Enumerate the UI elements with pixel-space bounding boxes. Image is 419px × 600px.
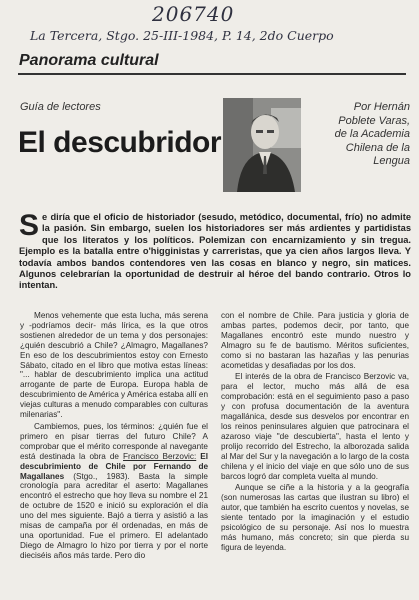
lead-paragraph: [19, 209, 411, 292]
body-paragraph: [20, 422, 208, 561]
body-paragraph: El interés de la obra de Francisco Berzovic va, para el lector, mucho más allá de esa comprobación: está en el seguimiento paso a paso y con profusa documentación de la aventura magallánica, desde sus desvelos por encontrar en los reinos peninsulares alguien que patrocinara el azaroso viaje "de descubierta", hasta el lento y prolijo recorrido del Estrecho, la alborozada salida al Mar del Sur y la navegación a lo largo de la costa chilena y el inicio del viaje en que sólo uno de sus barcos logró dar completa vuelta al mundo.: [221, 372, 409, 481]
author-line: Chilena de la: [345, 141, 410, 154]
author-byline: [304, 101, 410, 169]
section-rule: [18, 73, 406, 75]
author-portrait-icon: [223, 98, 301, 192]
body-paragraph: Aunque se ciñe a la historia y a la geografía (son numerosas las cartas que ilustran su libro) el autor, que también ha escrito cuentos y novelas, se siente tentado por la imaginación y el estudio psicológico de su personaje. Así nos lo muestra más humano, más concreto; sin que pierda su figura de leyenda.: [221, 483, 409, 552]
body-paragraph: Menos vehemente que esta lucha, más serena y -podríamos decir- más lírica, es la que otros sostienen alrededor de un tema y dos personajes: ¿quién descubrió a Chile? ¿Almagro, Magallanes? En eso de los descubrimientos estoy con Ernesto Sábato, citado en el libro que motiva estas líneas: "... hablar de descubrimiento implica una actitud arrogante de parte de Europa. Europa habla de descubrimiento de América y América estaba allí en viejas culturas a menudo comparables con culturas milenarias".: [20, 311, 208, 420]
body-column-right: [221, 311, 409, 553]
author-line: Por Hernán: [353, 101, 410, 113]
handwritten-catalog-number: 206740: [152, 2, 235, 26]
handwritten-citation: La Tercera, Stgo. 25-III-1984, P. 14, 2do Cuerpo: [30, 28, 334, 43]
section-heading: Panorama cultural: [19, 52, 159, 69]
column-kicker: Guía de lectores: [20, 101, 101, 113]
body-column-left: [20, 311, 208, 561]
book-title: El descubrimiento de Chile por Fernando de Magallanes: [20, 451, 209, 481]
author-line: de la Academia: [334, 128, 410, 140]
author-line: Lengua: [373, 155, 410, 167]
body-text: (Stgo., 1983). Basta la simple cronología para acreditar el aserto: Magallanes encontró el estrecho que hoy lleva su nombre el 21 de octubre de 1520 e inició su exploración el día uno del mes siguiente. Bajó a tierra y asistió a las misas de campaña por él ordenadas, en más de una oportunidad. Fue el primero. El adelantado Diego de Almagro lo hizo por tierra y por el norte dieciséis años más tarde. Pero dio: [20, 471, 208, 560]
book-author-link: Francisco Berzovic:: [123, 451, 197, 461]
drop-cap: S: [19, 209, 40, 242]
body-paragraph: con el nombre de Chile. Para justicia y gloria de ambas partes, podemos decir, por tanto, que Magallanes encontró este mundo nuestro y Almagro su fe de bautismo. Méritos suficientes, como si no bastaran las hazañas y las penurias acometidas y desafiadas por los dos.: [221, 311, 409, 370]
article-title: El descubridor: [18, 126, 222, 159]
author-line: Poblete Varas,: [338, 114, 410, 127]
lead-text: e diría que el oficio de historiador (sesudo, metódico, documental, frío) no admite la pasión. Sin embargo, suelen los historiadores ser más ardientes y partidistas que los literatos y los políticos. Polemizan con encarnizamiento y sin tregua. Ejemplo es la batalla entre o'higginistas y carreristas, que ya cien años largos lleva. Y todavía ambos bandos contendores ven las cosas en blanco y negro, sin matices. Algunos celebrarían la oportunidad de destruir al héroe del bando contrario. Otros lo intentan.: [19, 212, 411, 291]
body-text: Cambiemos, pues, los términos: ¿quién fue el primero en pisar tierras del futuro Chile? A comprobar que el mérito corresponde al navegante está destinada la obra de: [20, 421, 208, 461]
